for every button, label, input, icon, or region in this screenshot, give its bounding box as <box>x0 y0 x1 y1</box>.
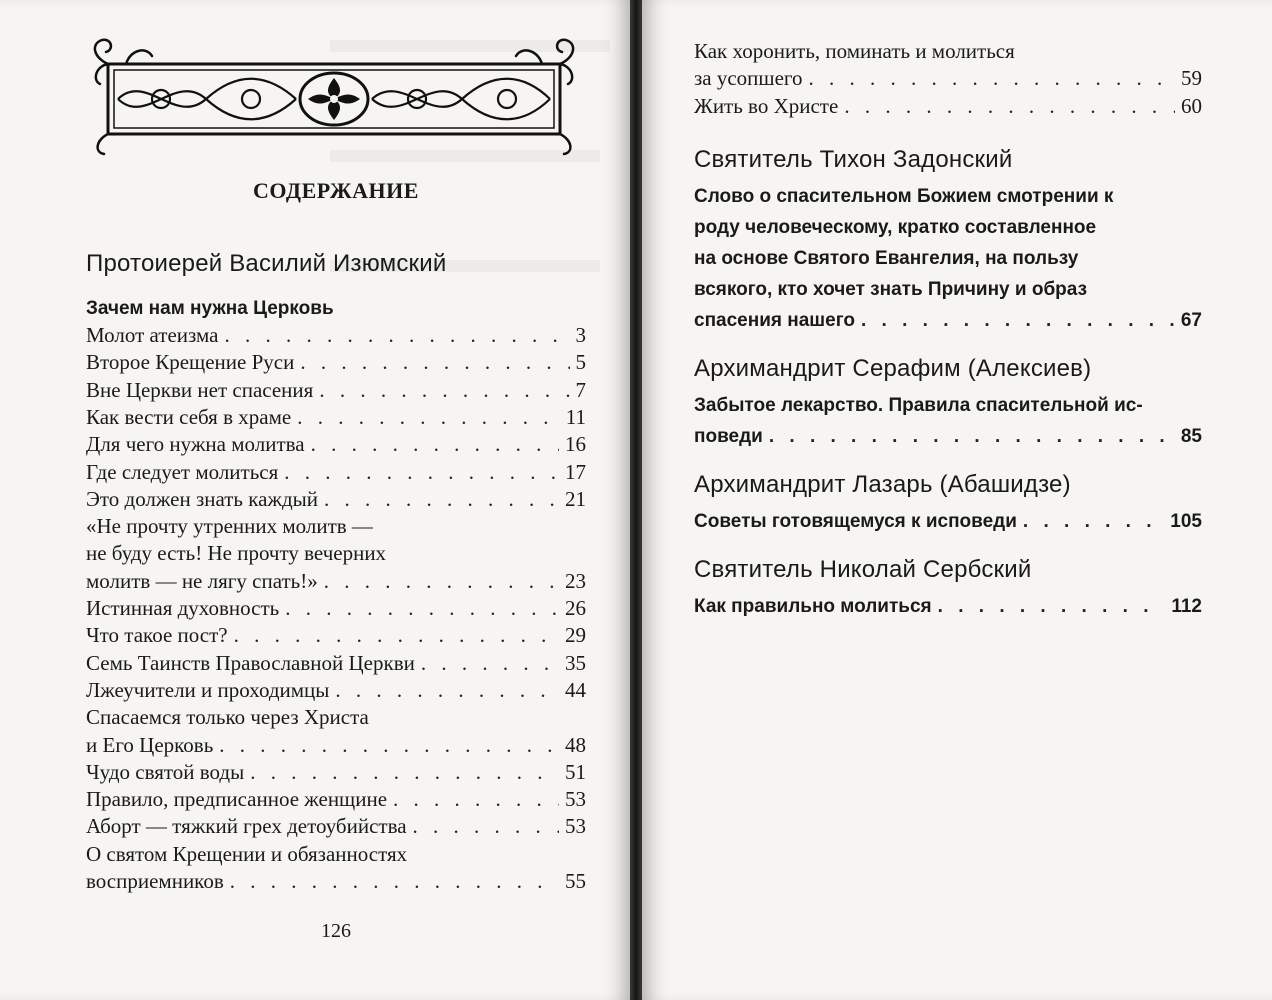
toc-entry-title: Как правильно молиться <box>694 595 932 617</box>
toc-entry[interactable] <box>86 786 586 812</box>
dot-leader <box>393 786 559 812</box>
toc-entry-title-line: О святом Крещении и обязанностях <box>86 841 408 866</box>
page-number: 126 <box>321 920 351 942</box>
right-page <box>642 0 1272 1000</box>
dot-leader <box>311 431 559 457</box>
dot-leader <box>324 568 559 594</box>
toc-entry-title: Аборт — тяжкий грех детоубийства <box>86 814 407 839</box>
dot-leader <box>234 622 559 648</box>
dot-leader <box>230 868 559 894</box>
toc-entry-page: 7 <box>575 377 586 402</box>
toc-entry-title: за усопшего <box>694 66 803 91</box>
dot-leader <box>250 759 559 785</box>
toc-entry-title-line: не буду есть! Не прочту вечерних <box>86 541 387 566</box>
toc-entry[interactable] <box>86 759 586 785</box>
toc-entry-page: 44 <box>565 677 586 702</box>
book-gutter <box>630 0 642 1000</box>
dot-leader <box>297 404 560 430</box>
toc-entry-page: 29 <box>565 623 586 648</box>
toc-entry-title-line: на основе Святого Евангелия, на пользу <box>694 247 1079 269</box>
dot-leader <box>421 650 559 676</box>
toc-entry-title-line: роду человеческому, кратко составленное <box>694 216 1097 238</box>
toc-entry[interactable] <box>86 377 586 403</box>
dot-leader <box>938 594 1166 620</box>
toc-entry-title: Чудо святой воды <box>86 759 245 784</box>
toc-heading: СОДЕРЖАНИЕ <box>253 178 419 203</box>
toc-entry[interactable] <box>86 650 586 676</box>
toc-entry[interactable] <box>694 93 1202 119</box>
toc-entry-page: 11 <box>565 404 586 429</box>
toc-entry[interactable] <box>86 732 586 758</box>
dot-leader <box>319 377 569 403</box>
toc-entry-title: Где следует молиться <box>86 459 279 484</box>
toc-entry-title-line: Забытое лекарство. Правила спасительной ис- <box>694 394 1143 416</box>
toc-entry-title: Это должен знать каждый <box>86 486 319 511</box>
toc-entry-page: 3 <box>575 323 586 347</box>
toc-entry-page: 105 <box>1170 510 1202 532</box>
author-name: Святитель Тихон Задонский <box>694 145 1013 173</box>
dot-leader <box>224 322 569 348</box>
toc-entry-title: Советы готовящемуся к исповеди <box>694 510 1017 532</box>
toc-entry-title-line: «Не прочту утренних молитв — <box>86 514 373 539</box>
toc-entry-page: 26 <box>565 596 586 620</box>
toc-entry-title: Второе Крещение Руси <box>86 350 295 375</box>
toc-entry-title: поведи <box>694 425 763 447</box>
toc-entry-page: 60 <box>1181 93 1202 118</box>
toc-entry-title: Жить во Христе <box>694 93 839 118</box>
toc-entry-page: 16 <box>565 432 586 457</box>
toc-entry[interactable] <box>694 594 1202 620</box>
left-page <box>0 0 630 1000</box>
toc-entry-title: Что такое пост? <box>86 623 228 648</box>
toc-entry[interactable] <box>86 431 586 457</box>
toc-entry-title-line: всякого, кто хочет знать Причину и образ <box>694 278 1088 300</box>
author-name: Святитель Николай Сербский <box>694 555 1032 583</box>
dot-leader <box>1023 509 1164 535</box>
toc-entry-title: и Его Церковь <box>86 732 214 757</box>
author-name: Архимандрит Серафим (Алексиев) <box>694 354 1092 382</box>
toc-entry[interactable] <box>86 677 586 703</box>
toc-entry[interactable] <box>694 308 1202 334</box>
dot-leader <box>300 349 569 375</box>
toc-entry-page: 23 <box>565 568 586 593</box>
dot-leader <box>413 813 559 839</box>
toc-entry-title: Семь Таинств Православной Церкви <box>86 650 415 675</box>
toc-entry-title: молитв — не лягу спать!» <box>86 568 318 593</box>
author-name: Протоиерей Василий Изюмский <box>86 250 447 277</box>
toc-entry[interactable] <box>86 486 586 512</box>
toc-entry[interactable] <box>694 509 1202 535</box>
ornamental-header-icon <box>86 36 582 156</box>
toc-entry-title: Как вести себя в храме <box>86 404 292 429</box>
toc-entry[interactable] <box>86 813 586 839</box>
toc-entry-page: 59 <box>1181 66 1202 91</box>
toc-entry-title-line: Слово о спасительном Божием смотрении к <box>694 185 1114 207</box>
dot-leader <box>809 65 1175 91</box>
toc-entry-page: 67 <box>1180 309 1202 331</box>
toc-entry-page: 35 <box>565 650 586 675</box>
toc-entry[interactable] <box>86 568 586 594</box>
author-name: Архимандрит Лазарь (Абашидзе) <box>694 470 1071 498</box>
dot-leader <box>324 486 559 512</box>
toc-entry-page: 53 <box>565 814 586 839</box>
toc-entry-title: Вне Церкви нет спасения <box>86 377 314 402</box>
dot-leader <box>769 424 1175 450</box>
toc-entry[interactable] <box>694 424 1202 450</box>
toc-entry[interactable] <box>86 404 586 430</box>
toc-entry-title: Истинная духовность <box>86 596 280 620</box>
toc-entry-page: 85 <box>1180 425 1202 447</box>
toc-entry-title: спасения нашего <box>694 309 855 331</box>
toc-entry[interactable] <box>86 595 586 621</box>
toc-entry-title: восприемников <box>86 869 224 893</box>
toc-entry-page: 51 <box>565 759 586 784</box>
toc-entry[interactable] <box>86 322 586 348</box>
toc-entry-title-line: Как хоронить, поминать и молиться <box>694 39 1015 63</box>
toc-entry[interactable] <box>86 622 586 648</box>
toc-entry-title: Лжеучители и проходимцы <box>86 677 330 702</box>
toc-entry-title-line: Спасаемся только через Христа <box>86 705 369 730</box>
toc-entry[interactable] <box>694 65 1202 91</box>
toc-entry[interactable] <box>86 459 586 485</box>
toc-entry-page: 53 <box>565 787 586 812</box>
toc-entry-title: Для чего нужна молитва <box>86 432 305 457</box>
dot-leader <box>335 677 559 703</box>
toc-entry[interactable] <box>86 349 586 375</box>
dot-leader <box>285 595 559 621</box>
toc-entry-page: 5 <box>575 350 586 375</box>
toc-entry-page: 112 <box>1171 595 1202 617</box>
toc-entry[interactable] <box>86 868 586 894</box>
dot-leader <box>284 459 559 485</box>
toc-entry-page: 48 <box>565 732 586 757</box>
dot-leader <box>861 308 1175 334</box>
dot-leader <box>219 732 559 758</box>
section-title: Зачем нам нужна Церковь <box>86 298 334 319</box>
toc-entry-title: Молот атеизма <box>86 323 219 347</box>
toc-entry-page: 21 <box>565 486 586 511</box>
dot-leader <box>844 93 1175 119</box>
toc-entry-title: Правило, предписанное женщине <box>86 787 388 812</box>
toc-entry-page: 17 <box>565 459 586 484</box>
toc-entry-page: 55 <box>565 869 586 893</box>
